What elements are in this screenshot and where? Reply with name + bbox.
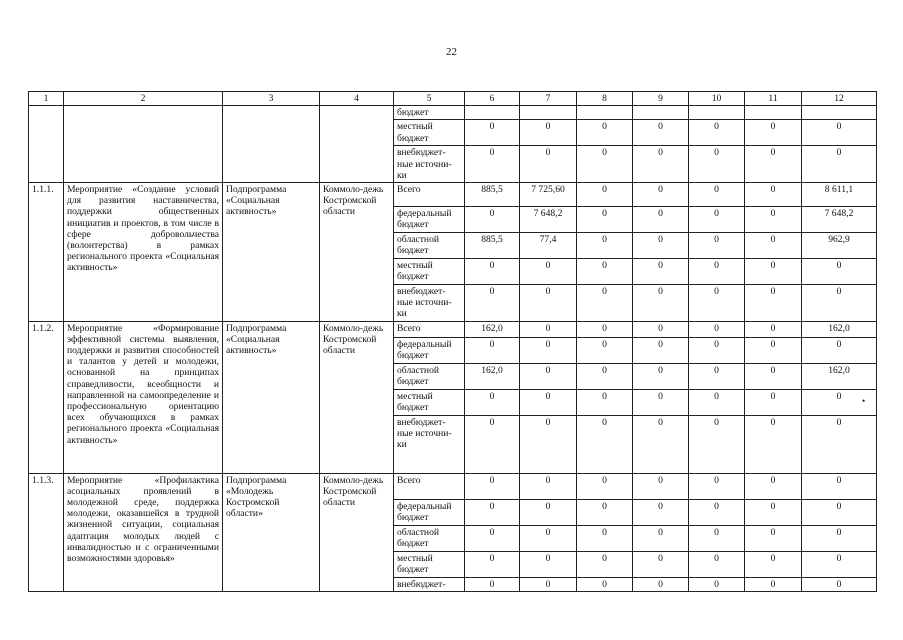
program-cell: Подпрограмма «Социальная активность» [223,183,320,322]
value-cell: 0 [689,577,745,591]
funding-source-cell: областной бюджет [394,233,465,259]
table-row [29,321,877,337]
value-cell: 0 [633,473,689,499]
value-cell: 0 [633,233,689,259]
event-name-cell: Мероприятие «Формирование эффективной системы выявления, поддержки и развития способностей и талантов у детей и молодежи, основанной на принципах справедливости, всеобщности и направленной на самоопределение и профессиональную ориентацию всех обучающихся в рамках регионального проекта «Социальная активность» [64,321,223,473]
value-cell: 0 [577,146,633,183]
value-cell: 0 [577,285,633,322]
funding-source-cell: Всего [394,321,465,337]
value-cell: 0 [802,551,877,577]
funding-source-cell: федеральный бюджет [394,499,465,525]
value-cell: 0 [745,207,802,233]
value-cell: 0 [520,415,577,473]
executor-cell: Коммоло-дежь Костромской области [320,321,394,473]
continuation-number-cell [29,106,64,183]
value-cell: 0 [689,120,745,146]
value-cell: 0 [520,525,577,551]
value-cell: 0 [802,577,877,591]
continuation-executor-cell [320,106,394,183]
program-cell: Подпрограмма «Молодежь Костромской области» [223,473,320,591]
value-cell: 0 [745,233,802,259]
value-cell: 162,0 [465,321,520,337]
value-cell: 0 [633,207,689,233]
value-cell: 0 [633,525,689,551]
value-cell: 0 [633,259,689,285]
funding-source-cell: внебюджет-ные источни-ки [394,285,465,322]
value-cell: 0 [745,285,802,322]
value-cell: 0 [745,120,802,146]
funding-source-cell: местный бюджет [394,389,465,415]
column-header: 11 [745,92,802,106]
value-cell: 0 [633,321,689,337]
value-cell: 0 [802,389,877,415]
value-cell: 0 [689,146,745,183]
value-cell: 162,0 [802,321,877,337]
value-cell: 8 611,1 [802,183,877,207]
value-cell: 0 [745,577,802,591]
value-cell: 0 [465,285,520,322]
value-cell: 0 [577,120,633,146]
funding-source-cell: местный бюджет [394,120,465,146]
value-cell: 0 [633,499,689,525]
value-cell: 885,5 [465,233,520,259]
column-header: 9 [633,92,689,106]
value-cell [465,106,520,120]
value-cell: 0 [520,577,577,591]
value-cell: 0 [520,551,577,577]
value-cell: 0 [633,285,689,322]
value-cell: 0 [577,207,633,233]
value-cell: 0 [465,389,520,415]
funding-source-cell: внебюджет-ные источни-ки [394,415,465,473]
value-cell: 0 [520,321,577,337]
column-header: 3 [223,92,320,106]
value-cell: 77,4 [520,233,577,259]
value-cell: 0 [465,499,520,525]
value-cell: 0 [745,146,802,183]
value-cell: 0 [745,363,802,389]
value-cell: 0 [465,577,520,591]
value-cell: 0 [633,415,689,473]
value-cell: 0 [520,389,577,415]
value-cell: 0 [689,363,745,389]
value-cell: 0 [745,183,802,207]
value-cell: 0 [577,233,633,259]
value-cell: 0 [577,337,633,363]
value-cell: 0 [465,525,520,551]
value-cell: 0 [633,120,689,146]
funding-source-cell: федеральный бюджет [394,207,465,233]
value-cell: 0 [577,551,633,577]
value-cell: 0 [465,337,520,363]
budget-table [28,91,877,592]
value-cell: 0 [689,337,745,363]
funding-source-cell: местный бюджет [394,259,465,285]
value-cell: 0 [633,551,689,577]
event-number-cell: 1.1.3. [29,473,64,591]
value-cell: 0 [745,551,802,577]
continuation-event-cell [64,106,223,183]
value-cell: 0 [802,120,877,146]
table-row [29,183,877,207]
value-cell: 0 [577,389,633,415]
value-cell: 0 [689,207,745,233]
table-row [29,106,877,120]
value-cell: 0 [802,499,877,525]
value-cell: 0 [689,233,745,259]
value-cell: 0 [802,259,877,285]
column-header: 2 [64,92,223,106]
funding-source-cell: местный бюджет [394,551,465,577]
column-header: 12 [802,92,877,106]
value-cell: 0 [689,499,745,525]
value-cell: 0 [802,473,877,499]
value-cell: 162,0 [802,363,877,389]
value-cell: 0 [689,259,745,285]
funding-source-cell: внебюджет- [394,577,465,591]
value-cell: 0 [745,321,802,337]
funding-source-cell: федеральный бюджет [394,337,465,363]
page-number: 22 [446,46,457,58]
value-cell: 0 [577,525,633,551]
value-cell [633,106,689,120]
value-cell: 0 [520,499,577,525]
value-cell: 0 [577,473,633,499]
value-cell: 0 [633,363,689,389]
value-cell: 0 [465,259,520,285]
funding-source-cell: областной бюджет [394,363,465,389]
value-cell: 0 [520,473,577,499]
executor-cell: Коммоло-дежь Костромской области [320,473,394,591]
value-cell: 0 [689,551,745,577]
value-cell: 0 [745,389,802,415]
value-cell: 0 [745,499,802,525]
value-cell: 0 [633,183,689,207]
value-cell: 0 [633,146,689,183]
value-cell: 0 [520,337,577,363]
value-cell: 0 [577,183,633,207]
value-cell: 0 [745,525,802,551]
value-cell: 7 648,2 [520,207,577,233]
value-cell: 962,9 [802,233,877,259]
value-cell: 0 [520,259,577,285]
value-cell: 0 [520,146,577,183]
value-cell: 0 [577,363,633,389]
event-number-cell: 1.1.1. [29,183,64,322]
value-cell: 0 [689,321,745,337]
value-cell: 0 [802,415,877,473]
value-cell: 0 [802,146,877,183]
funding-source-cell: областной бюджет [394,525,465,551]
value-cell: 0 [802,337,877,363]
value-cell: 0 [577,499,633,525]
column-header: 5 [394,92,465,106]
funding-source-cell: внебюджет-ные источни-ки [394,146,465,183]
table-row [29,473,877,499]
value-cell [802,106,877,120]
value-cell: 0 [802,285,877,322]
value-cell: 0 [577,577,633,591]
continuation-program-cell [223,106,320,183]
program-cell: Подпрограмма «Социальная активность» [223,321,320,473]
value-cell: 7 648,2 [802,207,877,233]
value-cell: 0 [465,473,520,499]
event-name-cell: Мероприятие «Профилактика асоциальных проявлений в молодежной среде, поддержка молодежи, оказавшейся в трудной жизненной ситуации, социальная адаптация молодых людей с инвалидностью и с ограниченными возможностями здоровья» [64,473,223,591]
column-header: 4 [320,92,394,106]
value-cell: 0 [802,525,877,551]
header-row [29,92,877,106]
value-cell: 0 [689,415,745,473]
value-cell: 0 [633,577,689,591]
funding-source-cell: Всего [394,183,465,207]
value-cell [577,106,633,120]
value-cell: 0 [689,285,745,322]
value-cell: 162,0 [465,363,520,389]
value-cell [745,106,802,120]
value-cell: 0 [745,415,802,473]
value-cell: 0 [745,337,802,363]
value-cell: 0 [577,415,633,473]
value-cell: 0 [465,207,520,233]
table-body [29,106,877,592]
event-name-cell: Мероприятие «Создание условий для развития наставничества, поддержки общественных инициатив и проектов, в том числе в сфере добровольчества (волонтерства) в рамках регионального проекта «Социальная активность» [64,183,223,322]
value-cell: 0 [745,259,802,285]
event-number-cell: 1.1.2. [29,321,64,473]
value-cell: 0 [689,389,745,415]
column-header: 7 [520,92,577,106]
value-cell: 0 [633,337,689,363]
column-header: 1 [29,92,64,106]
column-header: 10 [689,92,745,106]
stray-mark: • [862,396,866,406]
value-cell: 0 [465,120,520,146]
value-cell: 0 [577,321,633,337]
column-header: 8 [577,92,633,106]
value-cell: 0 [465,551,520,577]
value-cell: 0 [465,146,520,183]
value-cell: 0 [577,259,633,285]
value-cell: 0 [520,363,577,389]
value-cell: 885,5 [465,183,520,207]
column-header: 6 [465,92,520,106]
value-cell: 0 [689,183,745,207]
value-cell: 0 [520,120,577,146]
value-cell [689,106,745,120]
value-cell: 0 [465,415,520,473]
value-cell: 0 [745,473,802,499]
value-cell: 0 [633,389,689,415]
executor-cell: Коммоло-дежь Костромской области [320,183,394,322]
value-cell: 0 [689,525,745,551]
value-cell: 0 [689,473,745,499]
value-cell [520,106,577,120]
funding-source-cell: Всего [394,473,465,499]
value-cell: 7 725,60 [520,183,577,207]
value-cell: 0 [520,285,577,322]
funding-source-cell: бюджет [394,106,465,120]
